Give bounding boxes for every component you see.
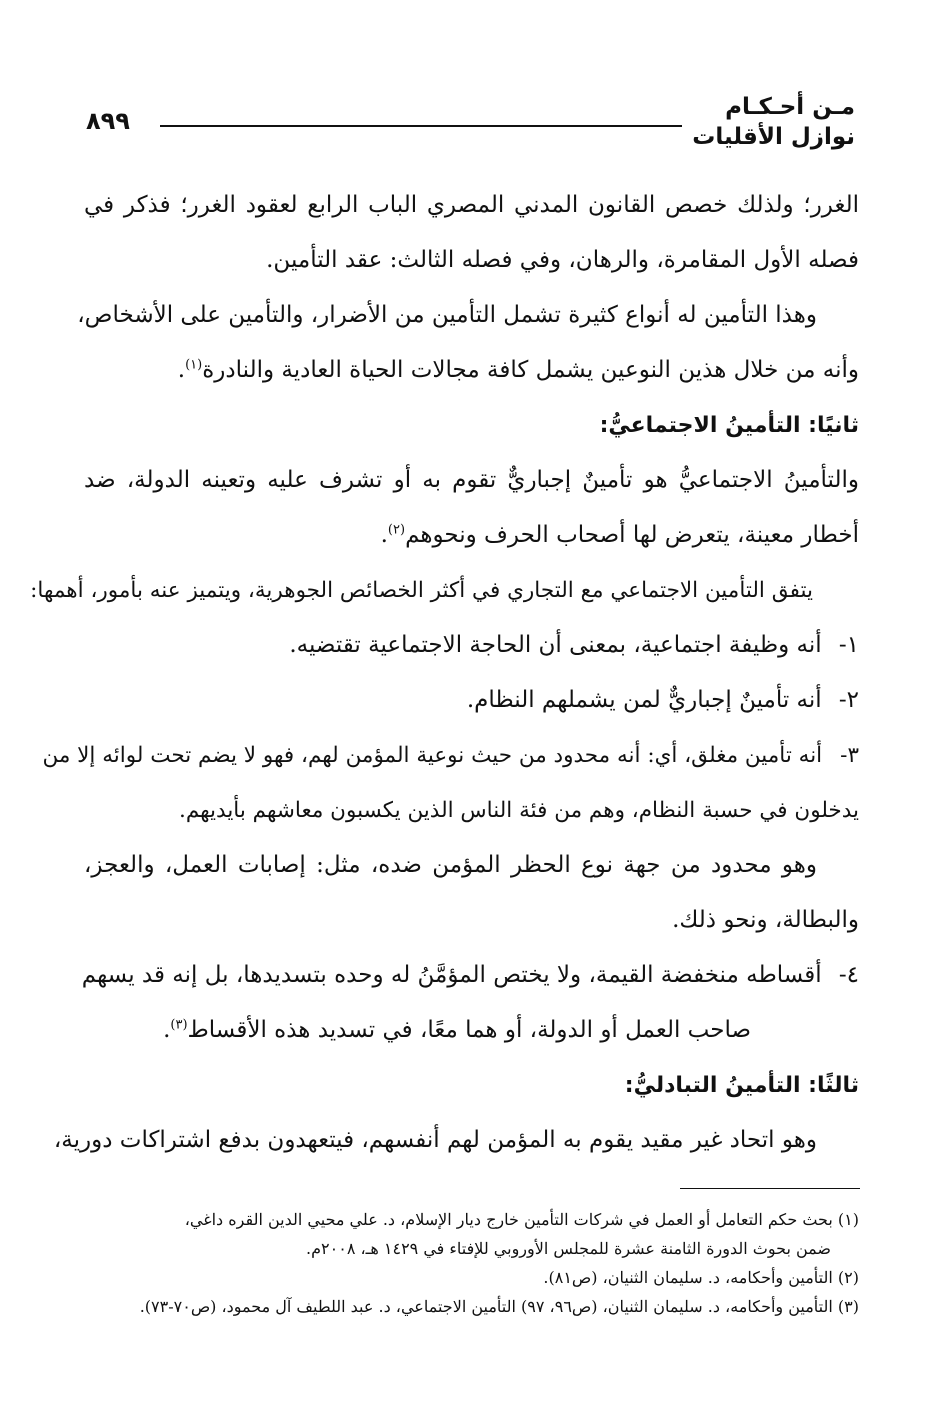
paragraph-line: يتفق التأمين الاجتماعي مع التجاري في أكثر الخصائص الجوهرية، ويتميز عنه بأمور، أهمها: [30, 578, 813, 603]
footnotes [80, 1205, 859, 1321]
line-end: . [380, 522, 388, 548]
footnote-separator [680, 1188, 860, 1189]
paragraph-line: وهذا التأمين له أنواع كثيرة تشمل التأمين من الأضرار، والتأمين على الأشخاص، [77, 302, 817, 328]
body-text [30, 178, 859, 1168]
list-item [42, 728, 859, 783]
paragraph-line: وهو محدود من جهة نوع الحظر المؤمن ضده، مثل: إصابات العمل، والعجز، [84, 852, 817, 878]
list-text: أنه تأمين مغلق، أي: أنه محدود من حيث نوعية المؤمن لهم، فهو لا يضم تحت لوائه إلا من [42, 743, 823, 768]
paragraph-line: والبطالة، ونحو ذلك. [672, 907, 859, 933]
line-end: . [163, 1017, 171, 1043]
footnote-ref: (١) [185, 357, 203, 373]
header-rule [160, 125, 682, 127]
line-end: . [177, 357, 186, 383]
list-text: أنه تأمينٌ إجباريٌّ لمن يشملهم النظام. [466, 687, 822, 713]
list-number: ٤- [838, 962, 859, 988]
line-text: أخطار معينة، يتعرض لها أصحاب الحرف ونحوهم [405, 522, 859, 548]
line-text: وأنه من خلال هذين النوعين يشمل كافة مجالات الحياة العادية والنادرة [202, 357, 859, 383]
header-title-line2: نوازل الأقليات [692, 124, 855, 150]
paragraph-line: وهو اتحاد غير مقيد يقوم به المؤمن لهم أنفسهم، فيتعهدون بدفع اشتراكات دورية، [53, 1127, 817, 1153]
list-number: ١- [838, 632, 859, 658]
list-item-continuation [84, 1003, 859, 1058]
footnote: (٣) التأمين وأحكامه، د. سليمان الثنيان، (ص٩٦، ٩٧) التأمين الاجتماعي، د. عبد اللطيف آل محمود، (ص٧٠-٧٣). [139, 1297, 859, 1316]
section-heading: ثالثًا: التأمينُ التبادليُّ: [624, 1073, 859, 1098]
header-title-line1: مـن أحـكـام [725, 94, 855, 120]
section-heading: ثانيًا: التأمينُ الاجتماعيُّ: [599, 413, 859, 438]
footnote: (٢) التأمين وأحكامه، د. سليمان الثنيان، (ص٨١). [543, 1268, 859, 1287]
list-item [81, 948, 859, 1003]
page-number: ٨٩٩ [86, 107, 130, 135]
list-item-continuation: يدخلون في حسبة النظام، وهم من فئة الناس الذين يكسبون معاشهم بأيديهم. [179, 798, 859, 823]
footnote-ref: (٣) [170, 1017, 188, 1033]
line-text: صاحب العمل أو الدولة، أو هما معًا، في تسديد هذه الأقساط [187, 1017, 751, 1043]
running-header-title [605, 92, 855, 152]
paragraph-line: الغرر؛ ولذلك خصص القانون المدني المصري الباب الرابع لعقود الغرر؛ فذكر في [84, 192, 859, 218]
list-item [84, 673, 859, 728]
footnote-ref: (٢) [387, 522, 406, 538]
list-text: أنه وظيفة اجتماعية، بمعنى أن الحاجة الاجتماعية تقتضيه. [289, 632, 822, 658]
list-number: ٢- [838, 687, 859, 713]
footnote-continuation: ضمن بحوث الدورة الثامنة عشرة للمجلس الأوروبي للإفتاء في ١٤٢٩ هـ، ٢٠٠٨م. [306, 1239, 831, 1258]
paragraph-line [84, 343, 859, 398]
paragraph-line [84, 508, 859, 563]
list-text: أقساطه منخفضة القيمة، ولا يختص المؤمَّنُ له وحده بتسديدها، بل إنه قد يسهم [81, 962, 822, 988]
paragraph-line: والتأمينُ الاجتماعيُّ هو تأمينٌ إجباريٌّ تقوم به أو تشرف عليه وتعينه الدولة، ضد [84, 467, 859, 493]
list-item [84, 618, 859, 673]
paragraph-line: فصله الأول المقامرة، والرهان، وفي فصله الثالث: عقد التأمين. [266, 247, 859, 273]
footnote: (١) بحث حكم التعامل أو العمل في شركات التأمين خارج ديار الإسلام، د. علي محيي الدين القره داغي، [184, 1210, 859, 1229]
list-number: ٣- [840, 743, 859, 768]
